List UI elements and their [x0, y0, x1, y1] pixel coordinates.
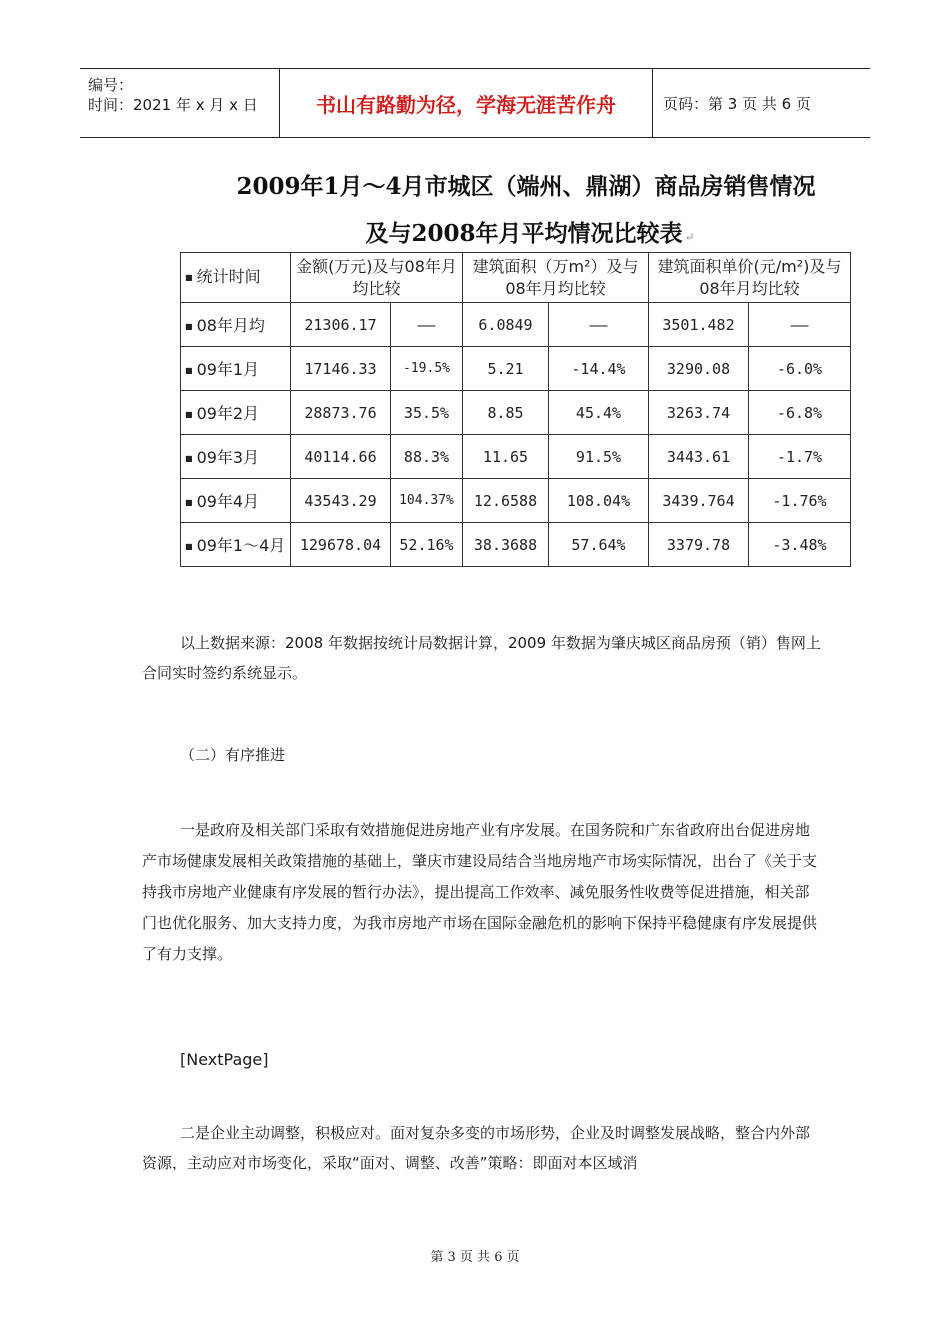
table-crop-edge — [178, 572, 858, 580]
table-row — [181, 391, 851, 435]
amount-compare-cell: 35.5% — [391, 391, 463, 435]
area-compare-cell: 91.5% — [549, 435, 649, 479]
table-row — [181, 303, 851, 347]
header-cell-time: ■ 统计时间 — [181, 253, 291, 303]
table-title-line1: 2009年1月～4月市城区（端州、鼎湖）商品房销售情况 — [236, 173, 816, 200]
source-note: 以上数据来源：2008 年数据按统计局数据计算，2009 年数据为肇庆城区商品房预（销）售网上合同实时签约系统显示。 — [142, 634, 821, 682]
price-cell: 3263.74 — [649, 391, 749, 435]
amount-compare-cell: -19.5% — [391, 347, 463, 391]
amount-compare-cell: —— — [391, 303, 463, 347]
area-compare-cell: 45.4% — [549, 391, 649, 435]
area-cell: 8.85 — [463, 391, 549, 435]
header-cell-area: 建筑面积（万m²）及与08年月均比较 — [463, 253, 649, 303]
next-page-marker: [NextPage] — [180, 1050, 269, 1069]
area-cell: 12.6588 — [463, 479, 549, 523]
area-cell: 11.65 — [463, 435, 549, 479]
document-date: 时间：2021 年 x 月 x 日 — [88, 96, 258, 114]
price-cell: 3290.08 — [649, 347, 749, 391]
page-header — [80, 68, 870, 138]
area-cell: 38.3688 — [463, 523, 549, 567]
amount-cell: 129678.04 — [291, 523, 391, 567]
area-compare-cell: -14.4% — [549, 347, 649, 391]
amount-cell: 28873.76 — [291, 391, 391, 435]
sales-comparison-table — [180, 252, 851, 567]
table-row — [181, 479, 851, 523]
table-title-line2: 及与2008年月平均情况比较表 ↵ — [365, 220, 695, 247]
row-label: ■ 08年月均 — [181, 303, 291, 347]
document-number: 编号： — [88, 76, 134, 94]
table-row — [181, 523, 851, 567]
area-compare-cell: 57.64% — [549, 523, 649, 567]
amount-cell: 43543.29 — [291, 479, 391, 523]
amount-cell: 21306.17 — [291, 303, 391, 347]
table-row — [181, 435, 851, 479]
amount-compare-cell: 88.3% — [391, 435, 463, 479]
price-compare-cell: -6.0% — [749, 347, 851, 391]
header-meta — [80, 69, 280, 137]
area-cell: 5.21 — [463, 347, 549, 391]
amount-cell: 17146.33 — [291, 347, 391, 391]
price-cell: 3443.61 — [649, 435, 749, 479]
price-compare-cell: -6.8% — [749, 391, 851, 435]
price-cell: 3379.78 — [649, 523, 749, 567]
paragraph-government: 一是政府及相关部门采取有效措施促进房地产业有序发展。在国务院和广东省政府出台促进房地产市场健康发展相关政策措施的基础上，肇庆市建设局结合当地房地产市场实际情况，出台了《关于支持我市房地产业健康有序发展的暂行办法》，提出提高工作效率、减免服务性收费等促进措施，相关部门也优化服务、加大支持力度，为我市房地产市场在国际金融危机的影响下保持平稳健康有序发展提供了有力支撑。 — [142, 821, 818, 963]
row-label: ■ 09年2月 — [181, 391, 291, 435]
amount-compare-cell: 104.37% — [391, 479, 463, 523]
row-label: ■ 09年1月 — [181, 347, 291, 391]
page-footer: 第 3 页 共 6 页 — [430, 1250, 520, 1265]
area-compare-cell: 108.04% — [549, 479, 649, 523]
header-cell-price: 建筑面积单价(元/m²)及与08年月均比较 — [649, 253, 851, 303]
area-compare-cell: —— — [549, 303, 649, 347]
price-compare-cell: -1.7% — [749, 435, 851, 479]
price-compare-cell: —— — [749, 303, 851, 347]
price-cell: 3501.482 — [649, 303, 749, 347]
row-label: ■ 09年1～4月 — [181, 523, 291, 567]
row-label: ■ 09年4月 — [181, 479, 291, 523]
price-compare-cell: -3.48% — [749, 523, 851, 567]
amount-compare-cell: 52.16% — [391, 523, 463, 567]
table-row — [181, 347, 851, 391]
price-cell: 3439.764 — [649, 479, 749, 523]
price-compare-cell: -1.76% — [749, 479, 851, 523]
amount-cell: 40114.66 — [291, 435, 391, 479]
table-header-row — [181, 253, 851, 303]
header-cell-amount: 金额(万元)及与08年月均比较 — [291, 253, 463, 303]
header-page-info: 页码：第 3 页 共 6 页 — [663, 94, 811, 113]
header-motto: 书山有路勤为径，学海无涯苦作舟 — [280, 69, 653, 137]
area-cell: 6.0849 — [463, 303, 549, 347]
section-heading: （二）有序推进 — [180, 746, 286, 764]
row-label: ■ 09年3月 — [181, 435, 291, 479]
paragraph-enterprise: 二是企业主动调整，积极应对。面对复杂多变的市场形势，企业及时调整发展战略，整合内外部资源，主动应对市场变化，采取“面对、调整、改善”策略：即面对本区域消 — [142, 1124, 811, 1172]
